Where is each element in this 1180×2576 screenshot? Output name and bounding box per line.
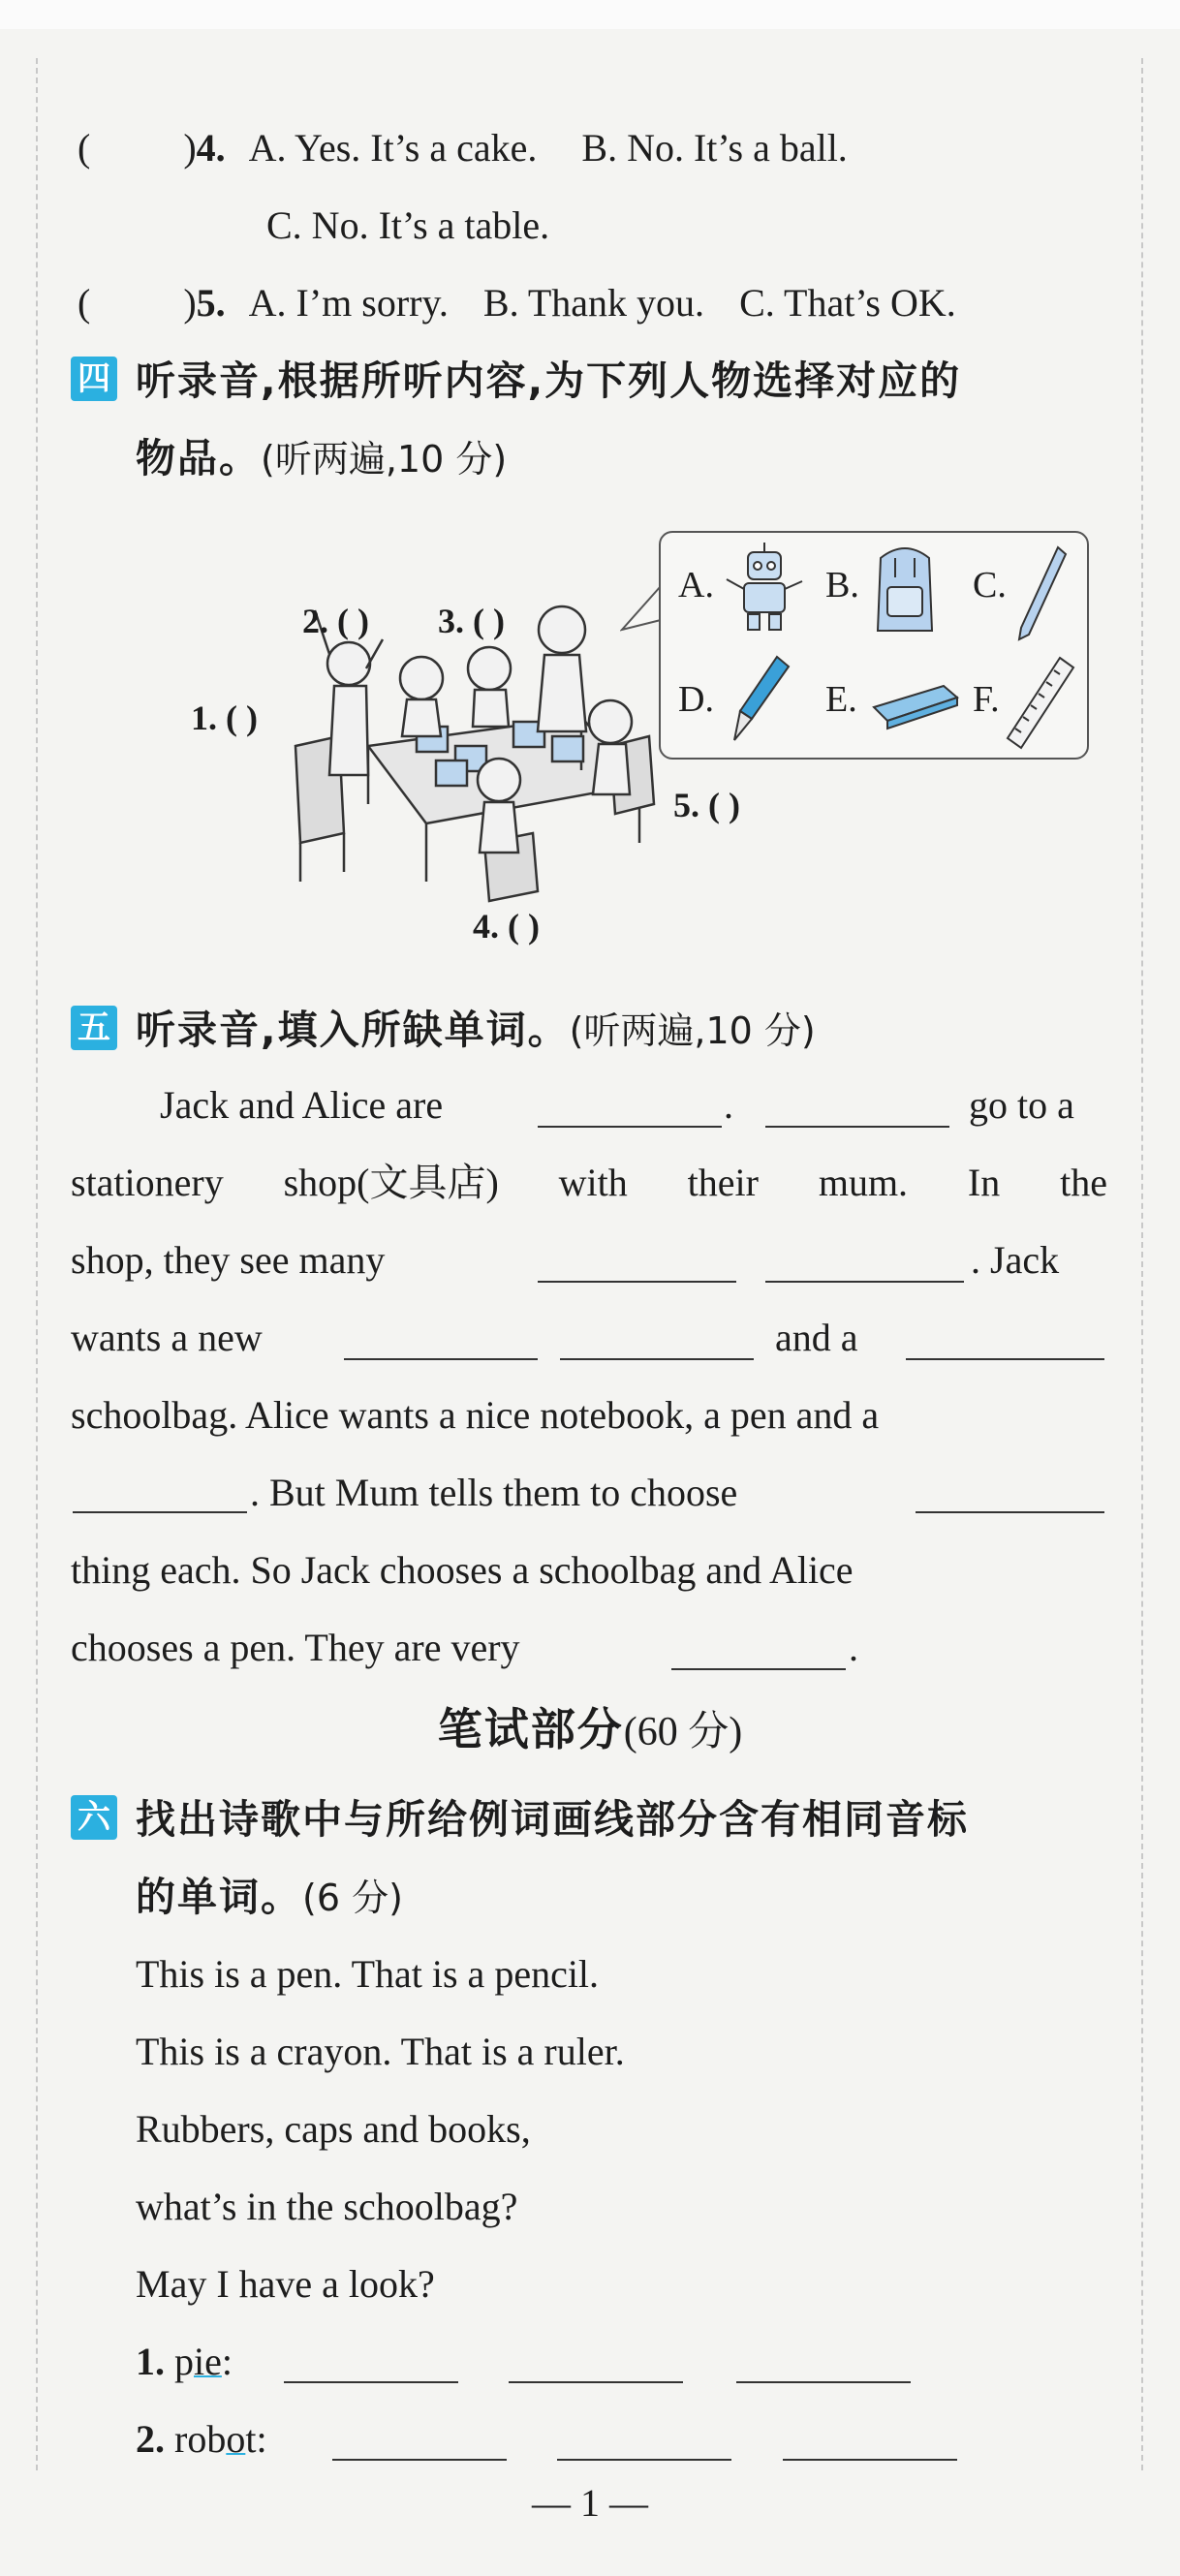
example-word-underlined: ie [194, 2340, 222, 2383]
blank-7[interactable] [906, 1358, 1104, 1360]
passage-text: and a [775, 1316, 858, 1359]
question-5 [78, 279, 956, 327]
passage-text: shop, they see many [71, 1238, 386, 1282]
poem-line: what’s in the schoolbag? [136, 2185, 518, 2228]
person-5-label: 5. ( ) [673, 786, 740, 824]
blank-4[interactable] [765, 1281, 964, 1283]
blank-5[interactable] [344, 1358, 538, 1360]
right-margin-rule [1141, 58, 1143, 2470]
instruction-note: (听两遍,10 分) [569, 1009, 816, 1052]
section-6-instruction-line2 [136, 1873, 403, 1922]
passage-text: schoolbag. Alice wants a nice notebook, a pen and a [71, 1393, 880, 1437]
option-c-label: C. [973, 565, 1007, 605]
robot-icon [721, 541, 808, 637]
cloze-line-2 [71, 1159, 1107, 1207]
answer-paren-close: ) [183, 281, 197, 325]
left-margin-rule [36, 58, 38, 2470]
instruction-note: (6 分) [302, 1877, 403, 1919]
fountain-pen-icon [721, 651, 798, 752]
written-title-text: 笔试部分 [437, 1703, 624, 1755]
passage-text: wants a new [71, 1316, 263, 1359]
blank-9[interactable] [916, 1511, 1104, 1513]
answer-paren-open: ( [78, 126, 91, 170]
option-b: B. Thank you. [482, 281, 705, 325]
example-word-part: rob [174, 2417, 227, 2461]
section-5-instruction [136, 1006, 816, 1055]
poem-line: Rubbers, caps and books, [136, 2107, 531, 2151]
instruction-text: 的单词。 [136, 1874, 302, 1920]
passage-word: In [967, 1161, 1001, 1204]
poem-line: May I have a look? [136, 2262, 435, 2306]
item-colon: : [221, 2340, 233, 2383]
passage-text: thing each. So Jack chooses a schoolbag and Alice [71, 1548, 854, 1592]
person-4-label: 4. ( ) [473, 907, 540, 946]
instruction-text: 听录音,填入所缺单词。 [136, 1007, 570, 1053]
passage-text: . [849, 1626, 858, 1669]
page-number: — 1 — [532, 2481, 648, 2525]
written-part-title [0, 1700, 1180, 1761]
blank-1[interactable] [538, 1126, 722, 1128]
example-word-part: p [174, 2340, 194, 2383]
answer-paren-open: ( [78, 281, 91, 325]
blank-8[interactable] [73, 1511, 247, 1513]
passage-text: . [724, 1083, 733, 1127]
section-6-badge: 六 [71, 1795, 117, 1840]
item-1-blank-2[interactable] [509, 2381, 683, 2383]
option-b-label: B. [825, 565, 859, 605]
ruler-icon [1002, 653, 1079, 754]
passage-word: stationery [71, 1161, 224, 1204]
blank-2[interactable] [765, 1126, 949, 1128]
passage-text: go to a [969, 1083, 1074, 1127]
blank-3[interactable] [538, 1281, 736, 1283]
item-1 [136, 2338, 233, 2386]
passage-word: the [1060, 1161, 1107, 1204]
blank-6[interactable] [560, 1358, 754, 1360]
cloze-line-1 [71, 1081, 1107, 1130]
instruction-note: (听两遍,10 分) [261, 438, 508, 481]
option-c: C. That’s OK. [739, 281, 956, 325]
pencil-icon [1011, 543, 1070, 649]
option-e-label: E. [825, 679, 857, 720]
question-4 [78, 124, 848, 172]
passage-word: their [687, 1161, 759, 1204]
question-4-option-c: C. No. It’s a table. [266, 203, 550, 247]
section-5-badge: 五 [71, 1006, 117, 1050]
item-2-blank-2[interactable] [557, 2459, 731, 2461]
schoolbag-icon [866, 539, 944, 639]
item-colon: : [256, 2417, 267, 2461]
section-6-instruction-line1: 找出诗歌中与所给例词画线部分含有相同音标 [136, 1796, 969, 1843]
instruction-text: 物品。 [136, 435, 261, 481]
section-4-badge: 四 [71, 357, 117, 401]
example-word-part: t [245, 2417, 257, 2461]
passage-text: Jack and Alice are [160, 1083, 444, 1127]
item-2-blank-3[interactable] [783, 2459, 957, 2461]
pencil-case-icon [866, 668, 963, 736]
passage-word: with [558, 1161, 628, 1204]
blank-10[interactable] [671, 1668, 846, 1670]
person-1-label: 1. ( ) [191, 698, 258, 737]
section-4-instruction-line1: 听录音,根据所听内容,为下列人物选择对应的 [136, 357, 962, 404]
passage-word: mum. [818, 1161, 909, 1204]
person-3-label: 3. ( ) [438, 602, 505, 640]
item-number: 1. [136, 2340, 165, 2383]
poem-line: This is a pen. That is a pencil. [136, 1952, 600, 1996]
poem-line: This is a crayon. That is a ruler. [136, 2030, 625, 2073]
option-d-label: D. [678, 679, 714, 720]
section-4-instruction-line2 [136, 434, 507, 483]
example-word-underlined: o [226, 2417, 246, 2461]
passage-word: shop(文具店) [283, 1161, 499, 1204]
written-score: (60 分) [623, 1710, 743, 1754]
item-1-blank-1[interactable] [284, 2381, 458, 2383]
answer-paren-close: ) [183, 126, 197, 170]
top-band [0, 0, 1180, 29]
option-a-label: A. [678, 565, 714, 605]
item-1-blank-3[interactable] [736, 2381, 911, 2383]
item-2 [136, 2415, 267, 2464]
passage-text: chooses a pen. They are very [71, 1626, 520, 1669]
question-number: 5. [196, 281, 226, 325]
option-a: A. I’m sorry. [248, 281, 449, 325]
item-2-blank-1[interactable] [332, 2459, 507, 2461]
option-a: A. Yes. It’s a cake. [248, 126, 538, 170]
item-number: 2. [136, 2417, 165, 2461]
passage-text: . But Mum tells them to choose [250, 1471, 738, 1514]
question-number: 4. [196, 126, 226, 170]
option-b: B. No. It’s a ball. [581, 126, 848, 170]
person-2-label: 2. ( ) [302, 602, 369, 640]
items-callout-box [659, 531, 1089, 760]
option-f-label: F. [973, 679, 1000, 720]
passage-text: . Jack [971, 1238, 1060, 1282]
